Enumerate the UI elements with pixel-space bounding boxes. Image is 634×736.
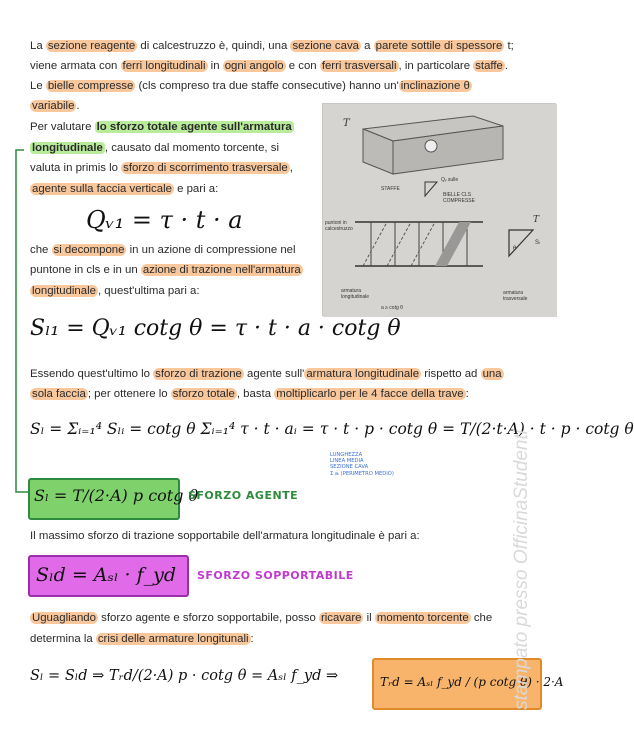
fig-label-staffe: STAFFE [381, 186, 400, 192]
para1-line2: viene armata con ferri longitudinali in ogni angolo e con ferri trasversali , in particolare staffe . [30, 60, 509, 72]
formula-resisting-force: Sₗd = Aₛₗ · f_yd [36, 564, 177, 586]
fig-label-theta: θ [513, 246, 517, 252]
para3-line1: che si decompone in un azione di compressione nel [30, 244, 296, 256]
fig-label-compresse: COMPRESSE [443, 198, 475, 204]
fig-label-puntoni: puntoni in [325, 220, 347, 226]
watermark: stampato presso OfficinaStudenti [511, 430, 532, 710]
fig-label-bielle: BIELLE CLS [443, 192, 472, 198]
label-resisting-force: SFORZO SOPPORTABILE [197, 569, 354, 582]
para2-line3: valuta in primis lo sforzo di scorrimento trasversale , [30, 162, 293, 174]
formula-resisting-torque: Tᵣd = Aₛₗ f_yd / (p cotg θ) · 2·A [380, 675, 564, 689]
para1-line4: variabile . [32, 100, 80, 112]
fig-label-torque-2: T [533, 215, 540, 225]
formula-total-force: Sₗ = Σᵢ₌₁⁴ Sₗᵢ = cotg θ Σᵢ₌₁⁴ τ · t · aᵢ = τ · t · p · cotg θ = T/(2·t·A) · t · p · cotg θ [30, 420, 634, 438]
formula-acting-force: Sₗ = T/(2·A) p cotg θ [34, 486, 199, 505]
box-resisting-force [28, 555, 189, 597]
para2-line1: Per valutare lo sforzo totale agente sull'armatura [30, 121, 292, 133]
fig-label-spacing: a ≥ cotg θ [381, 305, 403, 311]
perimeter-note: LUNGHEZZA LINEA MEDIA SEZIONE CAVA Σ aᵢ (PERIMETRO MEDIO) [330, 452, 394, 477]
fig-label-torque: T [343, 118, 350, 129]
label-acting-force: SFORZO AGENTE [188, 489, 299, 502]
para2-line4: agente sulla faccia verticale e pari a: [32, 183, 219, 195]
para6-line2: determina la crisi delle armature longitunali : [30, 633, 254, 645]
fig-label-sl: Sₗ [535, 240, 540, 246]
para4-line2: sola faccia ; per ottenere lo sforzo totale , basta moltiplicarlo per le 4 facce della trave : [32, 388, 469, 400]
para2-line2: longitudinale , causato dal momento torcente, si [32, 142, 279, 154]
formula-single-face-force: Sₗ₁ = Qᵥ₁ cotg θ = τ · t · a · cotg θ [30, 316, 401, 341]
formula-equality: Sₗ = Sₗd ⇒ Tᵣd/(2·A) p · cotg θ = Aₛₗ f_yd ⇒ [30, 668, 339, 684]
box-acting-force [28, 478, 199, 520]
fig-label-trasversale: trasversale [503, 296, 528, 302]
formula-shear-force: Qᵥ₁ = τ · t · a [86, 206, 243, 234]
para3-line3: longitudinale , quest'ultima pari a: [32, 285, 200, 297]
para1-line1: La sezione reagente di calcestruzzo è, quindi, una sezione cava a parete sottile di spessore t; [30, 40, 514, 52]
para5: Il massimo sforzo di trazione sopportabile dell'armatura longitudinale è pari a: [30, 530, 420, 542]
fig-label-qv: Qᵥ sulle [441, 177, 459, 183]
para1-line3: Le bielle compresse (cls compreso tra due staffe consecutive) hanno un' inclinazione θ [30, 80, 470, 92]
fig-label-longitudinale: longitudinale [341, 294, 370, 300]
fig-label-armatura-long: armatura [341, 288, 362, 294]
para4-line1: Essendo quest'ultimo lo sforzo di trazione agente sull' armatura longitudinale rispetto ad una [30, 368, 502, 380]
fig-label-armatura-trasv: armatura [503, 290, 524, 296]
para3-line2: puntone in cls e in un azione di trazione nell'armatura [30, 264, 301, 276]
para6-line1: Uguagliando sforzo agente e sforzo sopportabile, posso ricavare il momento torcente che [32, 612, 493, 624]
fig-label-calcestruzzo: calcestruzzo [325, 226, 353, 232]
